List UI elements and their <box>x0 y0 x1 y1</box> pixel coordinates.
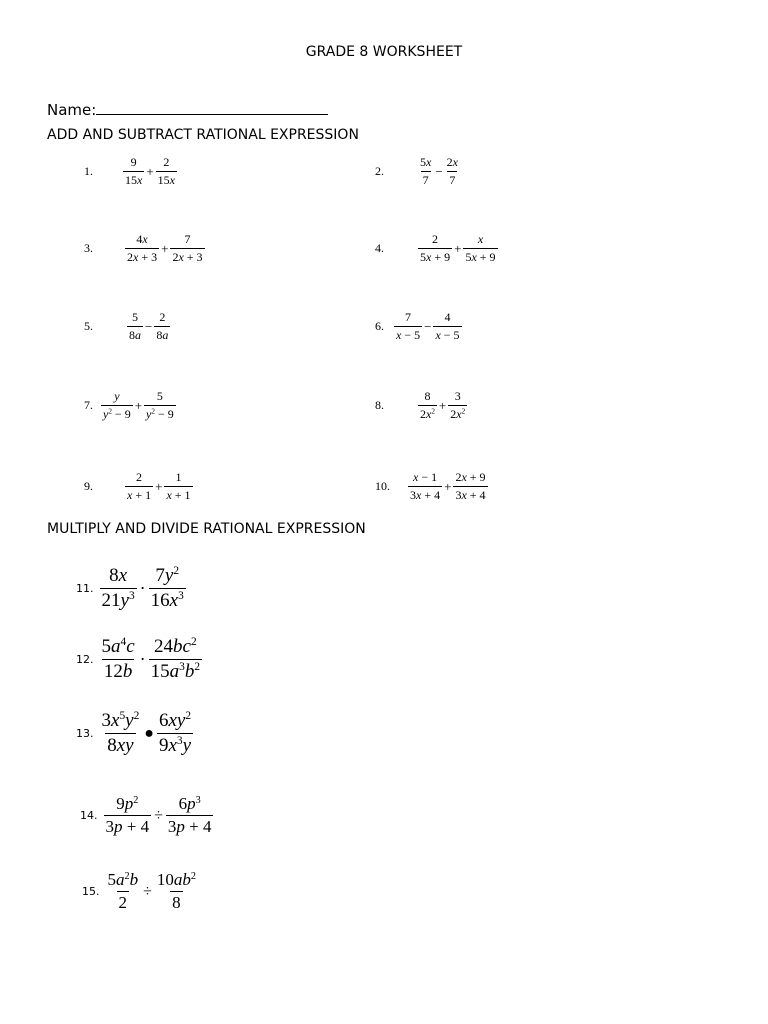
problem-number: 9. <box>84 479 93 493</box>
fraction: $\frac{7}{2x + 3}$ <box>172 232 203 264</box>
problem-number: 2. <box>375 164 384 178</box>
fraction: $\frac{6p^3}{3p + 4}$ <box>167 794 212 836</box>
fraction: $\frac{3}{2x^2}$ <box>450 389 466 421</box>
problem-5: 5. $\frac{5}{8a}$ − $\frac{2}{8a}$ <box>84 310 169 342</box>
fraction: $\frac{6xy^2}{9x^3y}$ <box>158 710 192 756</box>
problem-number: 7. <box>84 398 93 412</box>
fraction: $\frac{4}{x - 5}$ <box>435 310 460 342</box>
problem-1: 1. $\frac{9}{15x}$ + $\frac{2}{15x}$ <box>84 155 175 187</box>
name-blank-line[interactable] <box>96 100 328 115</box>
problem-number: 1. <box>84 164 93 178</box>
fraction: $\frac{3x^5y^2}{8xy}$ <box>101 710 140 756</box>
problem-number: 5. <box>84 319 93 333</box>
problem-number: 11. <box>76 582 94 595</box>
problem-15: 15. $\frac{5a^2b}{2}$ ÷ $\frac{10ab^2}{8}$ <box>82 870 196 912</box>
fraction: $\frac{2}{8a}$ <box>156 310 169 342</box>
fraction: $\frac{2}{x + 1}$ <box>127 470 152 502</box>
problem-4: 4. $\frac{2}{5x + 9}$ + $\frac{x}{5x + 9}$ <box>375 232 496 264</box>
fraction: $\frac{8x}{21y^3}$ <box>101 565 135 611</box>
problem-number: 3. <box>84 241 93 255</box>
fraction: $\frac{2x}{7}$ <box>446 155 458 187</box>
name-field[interactable] <box>47 100 328 119</box>
problem-9: 9. $\frac{2}{x + 1}$ + $\frac{1}{x + 1}$ <box>84 470 191 502</box>
fraction: $\frac{9}{15x}$ <box>125 155 143 187</box>
problem-number: 12. <box>76 653 94 666</box>
worksheet-title: GRADE 8 WORKSHEET <box>305 44 463 60</box>
problem-2: 2. $\frac{5x}{7}$ − $\frac{2x}{7}$ <box>375 155 458 187</box>
fraction: $\frac{x}{5x + 9}$ <box>465 232 496 264</box>
fraction: $\frac{24bc^2}{15a^3b^2}$ <box>150 636 201 682</box>
problem-3: 3. $\frac{4x}{2x + 3}$ + $\frac{7}{2x + 3}$ <box>84 232 203 264</box>
fraction: $\frac{y}{y^2 - 9}$ <box>103 389 131 421</box>
problem-number: 13. <box>76 727 94 740</box>
problem-number: 15. <box>82 885 100 898</box>
fraction: $\frac{2x + 9}{3x + 4}$ <box>455 470 486 502</box>
problem-8: 8. $\frac{8}{2x^2}$ + $\frac{3}{2x^2}$ <box>375 389 466 421</box>
problem-number: 4. <box>375 241 384 255</box>
problem-12: 12. $\frac{5a^4c}{12b}$ · $\frac{24bc^2}{15a^3b^2}$ <box>76 636 201 682</box>
section-heading-add-subtract: ADD AND SUBTRACT RATIONAL EXPRESSION <box>47 127 359 143</box>
fraction: $\frac{8}{2x^2}$ <box>420 389 435 421</box>
problem-number: 8. <box>375 398 384 412</box>
problem-number: 6. <box>375 319 384 333</box>
problem-14: 14. $\frac{9p^2}{3p + 4}$ ÷ $\frac{6p^3}{3p + 4}$ <box>80 794 212 836</box>
problem-11: 11. $\frac{8x}{21y^3}$ · $\frac{7y^2}{16x^3}$ <box>76 565 184 611</box>
fraction: $\frac{5a^2b}{2}$ <box>107 870 139 912</box>
fraction: $\frac{5}{y^2 - 9}$ <box>146 389 174 421</box>
fraction: $\frac{x - 1}{3x + 4}$ <box>410 470 441 502</box>
fraction: $\frac{4x}{2x + 3}$ <box>127 232 158 264</box>
problem-number: 10. <box>375 479 390 493</box>
section-heading-multiply-divide: MULTIPLY AND DIVIDE RATIONAL EXPRESSION <box>47 521 366 537</box>
fraction: $\frac{9p^2}{3p + 4}$ <box>105 794 150 836</box>
fraction: $\frac{10ab^2}{8}$ <box>156 870 196 912</box>
problem-7: 7. $\frac{y}{y^2 - 9}$ + $\frac{5}{y^2 - 9}$ <box>84 389 174 421</box>
fraction: $\frac{2}{15x}$ <box>157 155 175 187</box>
name-label: Name: <box>47 101 97 119</box>
fraction: $\frac{7y^2}{16x^3}$ <box>150 565 184 611</box>
fraction: $\frac{2}{5x + 9}$ <box>420 232 451 264</box>
fraction: $\frac{5}{8a}$ <box>129 310 141 342</box>
fraction: $\frac{7}{x - 5}$ <box>396 310 421 342</box>
problem-6: 6. $\frac{7}{x - 5}$ − $\frac{4}{x - 5}$ <box>375 310 460 342</box>
problem-10: 10. $\frac{x - 1}{3x + 4}$ + $\frac{2x + 9}{3x + 4}$ <box>375 470 486 502</box>
fraction: $\frac{5a^4c}{12b}$ <box>101 636 135 682</box>
fraction: $\frac{1}{x + 1}$ <box>166 470 191 502</box>
problem-13: 13. $\frac{3x^5y^2}{8xy}$ ● $\frac{6xy^2}{9x^3y}$ <box>76 710 192 756</box>
fraction: $\frac{5x}{7}$ <box>420 155 432 187</box>
problem-number: 14. <box>80 809 98 822</box>
